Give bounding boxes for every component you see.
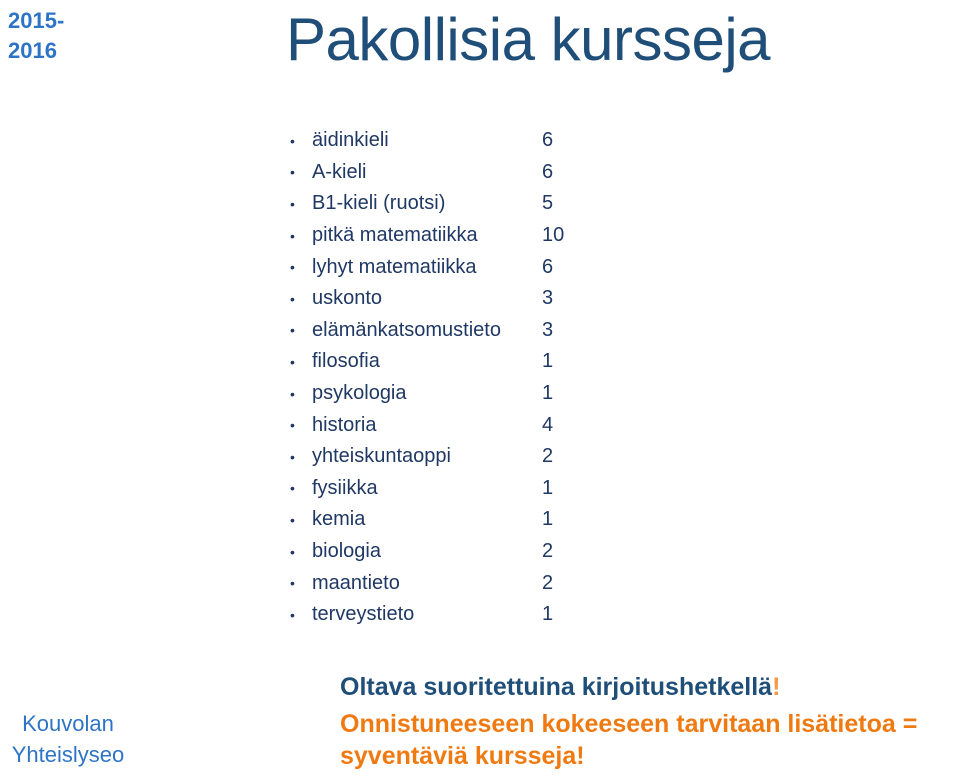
course-count: 6 [542,160,554,183]
list-item [290,251,582,283]
list-item [290,125,582,157]
course-name: B1-kieli (ruotsi) [312,192,446,215]
school-line-1: Kouvolan [22,711,114,736]
list-item [290,409,582,441]
list-item [290,220,582,252]
list-item [290,346,582,378]
advice-note: Onnistuneeseen kokeeseen tarvitaan lisätietoa = syventäviä kursseja! [340,710,918,770]
course-name: terveystieto [312,603,415,626]
course-count: 2 [542,540,554,563]
course-name: elämänkatsomustieto [312,318,501,341]
bullet-icon: • [290,164,295,181]
bullet-icon: • [290,385,295,402]
course-count: 2 [542,445,554,468]
list-item [290,441,582,473]
course-count: 3 [542,318,554,341]
course-name: maantieto [312,571,400,594]
list-item [290,188,582,220]
course-name: psykologia [312,382,407,405]
course-count: 5 [542,192,554,215]
course-name: yhteiskuntaoppi [312,445,451,468]
course-name: fysiikka [312,476,378,499]
bullet-icon: • [290,511,295,528]
course-count: 1 [542,603,554,626]
requirement-note-mark: ! [772,673,781,701]
course-name: biologia [312,540,381,563]
course-count: 6 [542,129,554,152]
course-count: 1 [542,508,554,531]
course-name: lyhyt matematiikka [312,255,477,278]
course-name: filosofia [312,350,380,373]
course-count: 6 [542,255,554,278]
bullet-icon: • [290,195,295,212]
bullet-icon: • [290,606,295,623]
course-name: uskonto [312,287,383,310]
course-name: A-kieli [312,160,367,183]
bullet-icon: • [290,132,295,149]
course-count: 4 [542,413,554,436]
year-line-1: 2015- [8,8,65,33]
year-label [8,6,88,66]
bullet-icon: • [290,290,295,307]
bullet-icon: • [290,417,295,434]
requirement-note-text: Oltava suoritettuina kirjoitushetkellä [340,673,773,701]
list-item [290,157,582,189]
bullet-icon: • [290,448,295,465]
course-count: 2 [542,571,554,594]
course-name: historia [312,413,377,436]
bullet-icon: • [290,543,295,560]
list-item [290,536,582,568]
school-name [4,708,132,770]
year-line-2: 2016 [8,38,57,63]
bullet-icon: • [290,480,295,497]
course-list [290,125,582,631]
course-count: 1 [542,350,554,373]
course-name: äidinkieli [312,129,389,152]
requirement-note [340,670,780,704]
bullet-icon: • [290,322,295,339]
list-item [290,283,582,315]
list-item [290,567,582,599]
course-name: kemia [312,508,366,531]
bullet-icon: • [290,227,295,244]
list-item [290,378,582,410]
list-item [290,473,582,505]
list-item [290,599,582,631]
bullet-icon: • [290,353,295,370]
bullet-icon: • [290,259,295,276]
bullet-icon: • [290,575,295,592]
list-item [290,315,582,347]
course-count: 1 [542,476,554,499]
course-count: 3 [542,287,554,310]
page-title: Pakollisia kursseja [286,6,771,73]
school-line-2: Yhteislyseo [11,742,125,767]
course-count: 10 [542,224,565,247]
list-item [290,504,582,536]
course-name: pitkä matematiikka [312,224,478,247]
course-count: 1 [542,382,554,405]
